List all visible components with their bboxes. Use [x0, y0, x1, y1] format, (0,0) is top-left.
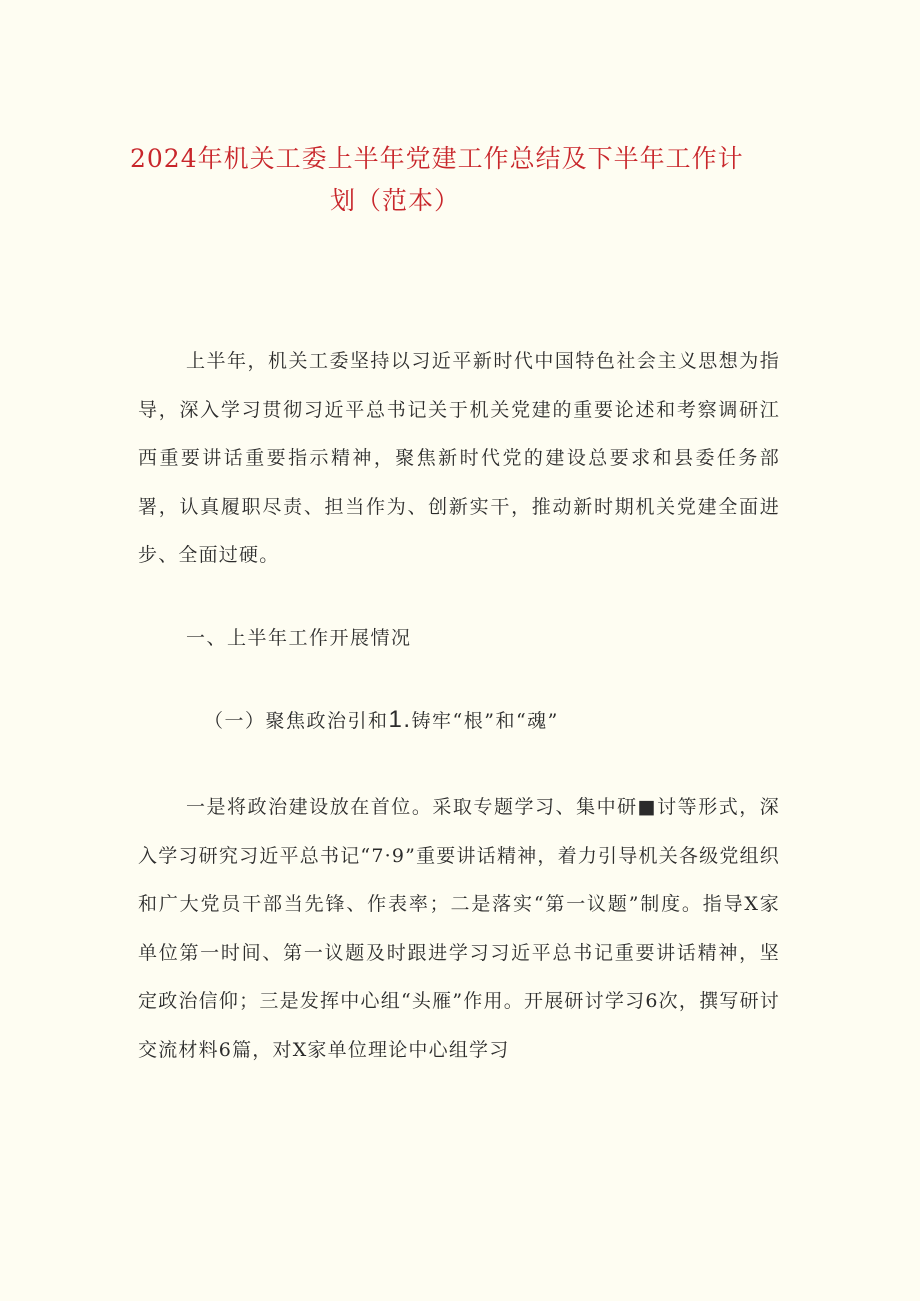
- subsection-heading-part1: （一）聚焦政治引和: [204, 710, 389, 732]
- intro-text: 上半年，机关工委坚持以习近平新时代中国特色社会主义思想为指导，深入学习贯彻习近平总书记关于机关党建的重要论述和考察调研江西重要讲话重要指示精神，聚焦新时代党的建设总要求和县委任务部署，认真履职尽责、担当作为、创新实干，推动新时期机关党建全面进步、全面过硬。: [138, 350, 780, 566]
- subsection-heading-part2: 铸牢“根”和“魂”: [411, 710, 559, 732]
- intro-paragraph: [138, 337, 780, 580]
- intro-indent: [138, 350, 186, 372]
- body-paragraph: [138, 783, 780, 1074]
- section-heading: 一、上半年工作开展情况: [186, 627, 412, 649]
- title-line-1: 2024年机关工委上半年党建工作总结及下半年工作计: [130, 144, 744, 173]
- title-line-2: 划（范本）: [330, 186, 461, 215]
- document-title: [130, 138, 790, 222]
- subsection-heading: [204, 700, 559, 741]
- body-indent: [138, 796, 186, 818]
- subsection-heading-number: 1.: [388, 706, 412, 733]
- body-text: 一是将政治建设放在首位。采取专题学习、集中研■讨等形式，深入学习研究习近平总书记“7·9”重要讲话精神，着力引导机关各级党组织和广大党员干部当先锋、作表率；二是落实“第一议题”制度。指导X家单位第一时间、第一议题及时跟进学习习近平总书记重要讲话精神，坚定政治信仰；三是发挥中心组“头雁”作用。开展研讨学习6次，撰写研讨交流材料6篇，对X家单位理论中心组学习: [138, 796, 780, 1061]
